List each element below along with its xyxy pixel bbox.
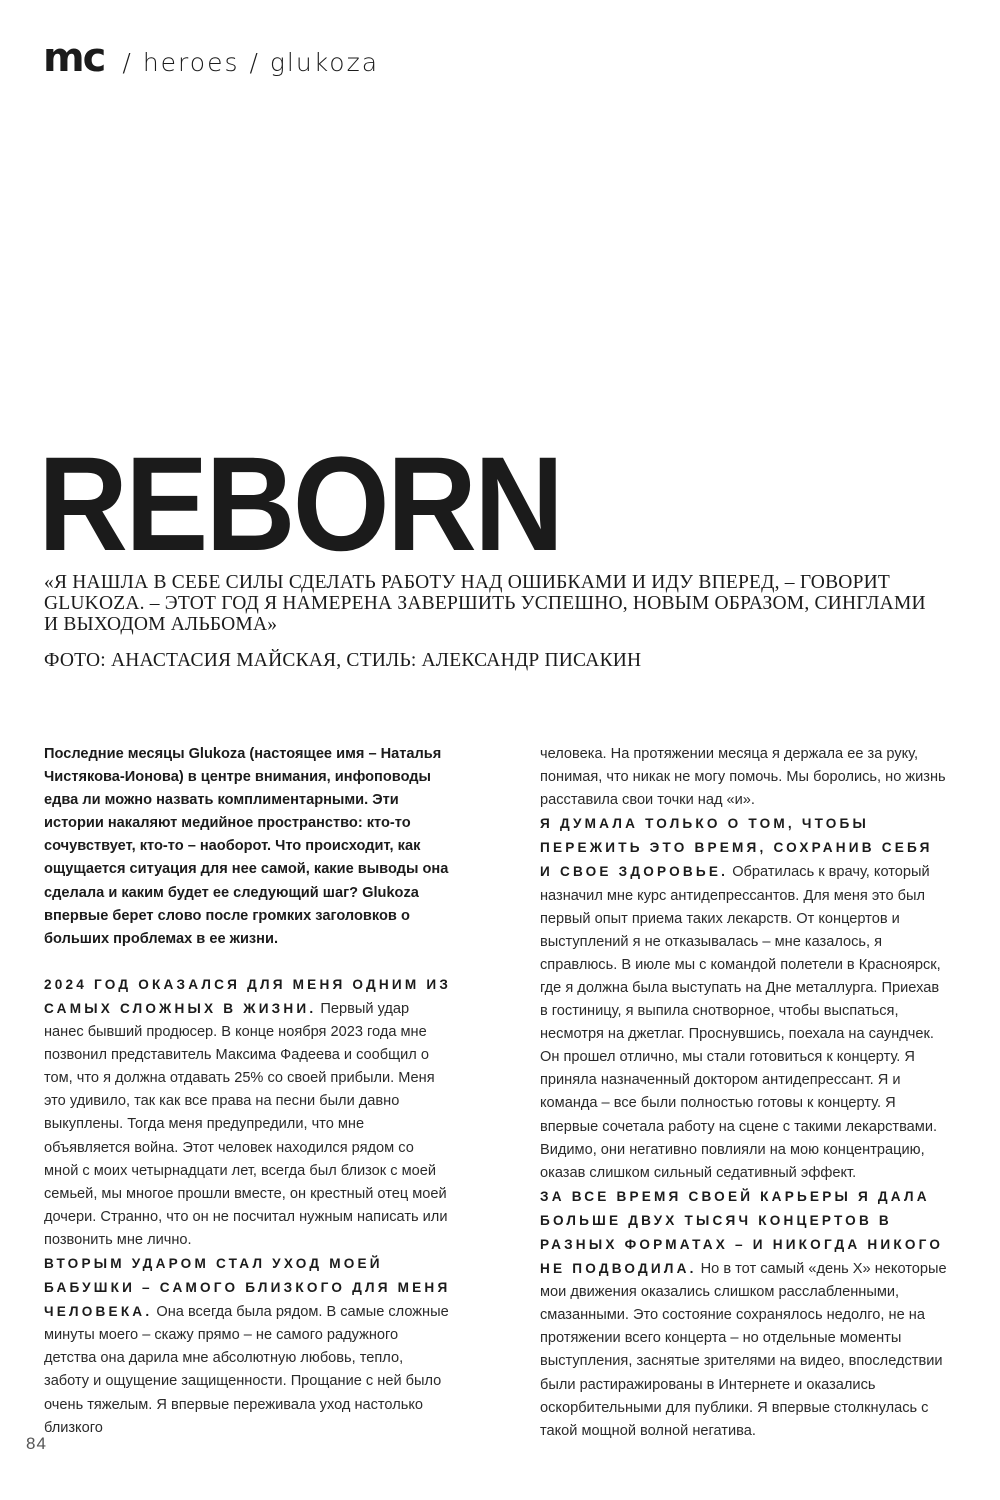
breadcrumb-section: heroes <box>142 48 240 77</box>
paragraph-text: Первый удар нанес бывший продюсер. В конце ноября 2023 года мне позвонил представитель Максима Фадеева и сообщил о том, что я должна отдавать 25% со своей прибыли. Меня это удивило, так как все права на песни были давно выкуплены. Тогда меня предупредили, что мне объявляется война. Этот человек находился рядом со мной с моих четырнадцати лет, всегда был близок с моей семьей, мы многое прошли вместе, он крестный отец моей дочери. Странно, что он не посчитал нужным написать или позвонить мне лично. <box>44 1000 448 1248</box>
breadcrumb-subsection: glukoza <box>269 48 380 77</box>
article-paragraph <box>44 973 452 1252</box>
article-paragraph <box>540 1185 948 1443</box>
paragraph-text: Она всегда была рядом. В самые сложные минуты моего – скажу прямо – не самого радужного детства она дарила мне абсолютную любовь, тепло, заботу и ощущение защищенности. Прощание с ней было очень тяжелым. Я впервые переживала уход настолько близкого <box>44 1304 449 1436</box>
article-title: REBORN <box>38 430 562 579</box>
article-paragraph <box>44 1252 452 1440</box>
page-number: 84 <box>26 1434 47 1453</box>
article-column-left <box>44 743 452 1440</box>
paragraph-lead-in: 2024 ГОД ОКАЗАЛСЯ ДЛЯ МЕНЯ ОДНИМ ИЗ САМЫХ СЛОЖНЫХ В ЖИЗНИ. <box>44 976 452 1016</box>
breadcrumb <box>112 48 379 77</box>
paragraph-text: человека. На протяжении месяца я держала ее за руку, понимая, что никак не могу помочь. Мы боролись, но жизнь расставила свои точки над «и». <box>540 746 946 809</box>
breadcrumb-separator: / <box>122 48 133 77</box>
article-lead-quote: «Я НАШЛА В СЕБЕ СИЛЫ СДЕЛАТЬ РАБОТУ НАД ОШИБКАМИ И ИДУ ВПЕРЕД, – ГОВОРИТ GLUKOZA. – ЭТОТ ГОД Я НАМЕРЕНА ЗАВЕРШИТЬ УСПЕШНО, НОВЫМ ОБРАЗОМ, СИНГЛАМИ И ВЫХОДОМ АЛЬБОМА» <box>44 572 926 635</box>
page-header <box>43 35 380 82</box>
paragraph-lead-in: ВТОРЫМ УДАРОМ СТАЛ УХОД МОЕЙ БАБУШКИ – САМОГО БЛИЗКОГО ДЛЯ МЕНЯ ЧЕЛОВЕКА. <box>44 1255 451 1320</box>
paragraph-text: Обратилась к врачу, который назначил мне курс антидепрессантов. Для меня это был первый опыт приема таких лекарств. От концертов и выступлений я не отказывалась – мне казалось, я справлюсь. В июле мы с командой полетели в Красноярск, где я должна была выступать на Дне металлурга. Приехав в гостиницу, я выпила снотворное, чтобы выспаться, несмотря на джетлаг. Проснувшись, поехала на саундчек. Он прошел отлично, мы стали готовиться к концерту. Я приняла назначенный доктором антидепрессант. Я и команда – все были полностью готовы к концерту. Я впервые сочетала работу на сцене с такими лекарствами. Видимо, они негативно повлияли на мою концентрацию, оказав слишком сильный седативный эффект. <box>540 864 941 1181</box>
article-intro: Последние месяцы Glukoza (настоящее имя – Наталья Чистякова-Ионова) в центре внимания, инфоповоды едва ли можно назвать комплиментарными. Эти истории накаляют медийное пространство: кто-то сочувствует, кто-то – наоборот. Что происходит, как ощущается ситуация для нее самой, какие выводы она сделала и каким будет ее следующий шаг? Glukoza впервые берет слово после громких заголовков о больших проблемах в ее жизни. <box>44 746 449 947</box>
article-column-right <box>540 743 948 1443</box>
photo-credits: ФОТО: АНАСТАСИЯ МАЙСКАЯ, СТИЛЬ: АЛЕКСАНДР ПИСАКИН <box>44 650 642 671</box>
breadcrumb-separator: / <box>249 48 260 77</box>
magazine-logo: mc <box>43 35 105 81</box>
paragraph-lead-in: ЗА ВСЕ ВРЕМЯ СВОЕЙ КАРЬЕРЫ Я ДАЛА БОЛЬШЕ ДВУХ ТЫСЯЧ КОНЦЕРТОВ В РАЗНЫХ ФОРМАТАХ – И НИКОГДА НИКОГО НЕ ПОДВОДИЛА. <box>540 1188 944 1277</box>
paragraph-lead-in: Я ДУМАЛА ТОЛЬКО О ТОМ, ЧТОБЫ ПЕРЕЖИТЬ ЭТО ВРЕМЯ, СОХРАНИВ СЕБЯ И СВОЕ ЗДОРОВЬЕ. <box>540 816 933 880</box>
article-paragraph <box>540 812 948 1185</box>
paragraph-text: Но в тот самый «день Х» некоторые мои движения оказались слишком расслабленными, смазанными. Это состояние сохранялось недолго, не на протяжении всего концерта – но отдельные моменты выступления, заснятые зрителями на видео, впоследствии были растиражированы в Интернете и оказались оскорбительными для публики. Я впервые столкнулась с такой мощной волной негатива. <box>540 1261 947 1439</box>
article-paragraph <box>540 743 948 812</box>
